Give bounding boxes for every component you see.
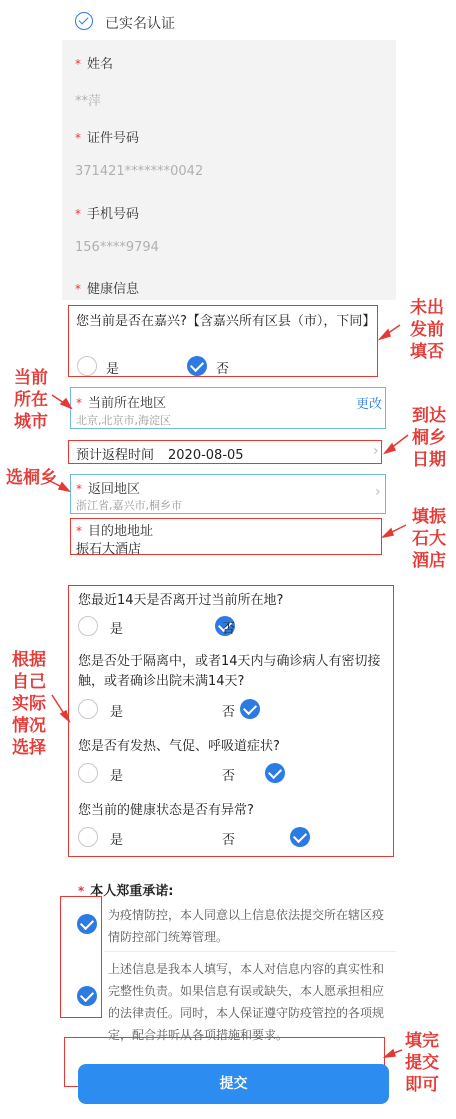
return-time-chevron-icon: › (373, 443, 379, 459)
name-label: * 姓名 (75, 57, 114, 72)
q1-yes-label: 是 (110, 622, 124, 637)
question-1-text: 您最近14天是否离开过当前所在地? (78, 593, 284, 608)
q4-no-label: 否 (222, 833, 236, 848)
current-region-value: 北京,北京市,海淀区 (76, 414, 171, 427)
return-time-field[interactable]: 预计返程时间 2020-08-05 (76, 448, 244, 463)
commitment-1-text: 为疫情防控，本人同意以上信息依法提交所在辖区疫情防控部门统筹管理。 (108, 908, 385, 944)
q4-yes-label: 是 (110, 833, 124, 848)
health-label: * 健康信息 (75, 282, 140, 297)
destination-field[interactable]: 振石大酒店 (76, 542, 142, 557)
q2-no-label: 否 (222, 705, 236, 720)
jiaxing-no-label: 否 (216, 362, 230, 377)
return-region-label: * 返回地区 (76, 482, 141, 497)
id-label: * 证件号码 (75, 131, 140, 146)
commitment-2-text: 上述信息是我本人填写，本人对信息内容的真实性和完整性负责。如果信息有误或缺失，本人愿承担相应的法律责任。同时，本人保证遵守防疫管控的各项规定，配合并听从各项措施和要求。 (108, 962, 385, 1042)
question-4-text: 您当前的健康状态是否有异常? (78, 803, 254, 818)
commitment-label: * 本人郑重承诺: (78, 884, 174, 899)
jiaxing-yes-label: 是 (106, 362, 120, 377)
question-3-text: 您是否有发热、气促、呼吸道症状? (78, 739, 280, 754)
phone-label: * 手机号码 (75, 207, 140, 222)
jiaxing-question-text: 您当前是否在嘉兴?【含嘉兴所有区县（市），下同】 (76, 314, 376, 329)
q2-yes-label: 是 (110, 705, 124, 720)
destination-label: * 目的地地址 (76, 524, 154, 539)
q1-no-label: 否 (222, 622, 236, 637)
annotation-choose-actual: 根据自己实际情况选择 (12, 650, 46, 758)
q3-yes-label: 是 (110, 769, 124, 784)
annotation-fill-submit: 填完提交即可 (405, 1031, 439, 1095)
change-region-link[interactable]: 更改 (356, 397, 383, 412)
submit-button[interactable]: 提交 (78, 1064, 389, 1104)
q3-no-label: 否 (222, 769, 236, 784)
current-region-label: * 当前所在地区 (76, 396, 167, 411)
verified-label: 已实名认证 (105, 16, 175, 32)
annotation-current-city: 当前所在城市 (14, 368, 48, 432)
annotation-not-departed: 未出发前填否 (410, 298, 444, 362)
annotation-arrival-date: 到达桐乡日期 (412, 406, 446, 470)
annotation-fill-hotel: 填振石大酒店 (412, 507, 446, 571)
phone-field[interactable]: 156****9794 (75, 240, 159, 255)
annotation-select-tongxiang: 选桐乡 (6, 468, 57, 488)
id-field[interactable]: 371421*******0042 (75, 164, 204, 179)
return-region-value: 浙江省,嘉兴市,桐乡市 (76, 499, 182, 512)
return-region-chevron-icon: › (375, 484, 381, 500)
name-field[interactable]: **萍 (75, 94, 102, 109)
question-2-text: 您是否处于隔离中，或者14天内与确诊病人有密切接触，或者确诊出院未满14天? (78, 654, 381, 689)
